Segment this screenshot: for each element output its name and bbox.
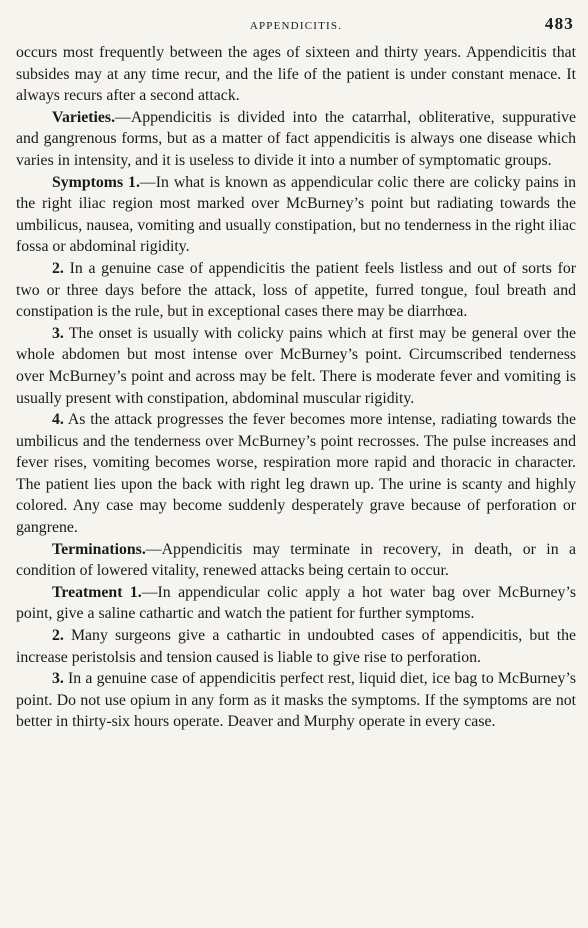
running-title: APPENDICITIS. bbox=[249, 20, 343, 32]
paragraph-text: Many surgeons give a cathartic in undoubted cases of appendicitis, but the increase peristolsis and tension caused is liable to give rise to perforation. bbox=[16, 627, 576, 666]
page-body bbox=[16, 42, 576, 733]
running-head bbox=[16, 12, 576, 42]
paragraph-text: In a genuine case of appendicitis the patient feels listless and out of sorts for two or three days before the attack, loss of appetite, furred tongue, foul breath and constipation is the rule, but in exceptional cases there may be diarrhœa. bbox=[16, 259, 576, 321]
paragraph-number: 4. bbox=[52, 411, 64, 429]
paragraph-number: 2. bbox=[52, 259, 64, 277]
paragraph-text: —Appendicitis may terminate in recovery, in death, or in a condition of lowered vitality, renewed attacks being certain to occur. bbox=[16, 540, 576, 580]
paragraph-treatment-3 bbox=[16, 668, 576, 733]
paragraph-heading: Varieties. bbox=[52, 108, 116, 126]
paragraph-symptoms-1 bbox=[16, 172, 576, 258]
paragraph-text: As the attack progresses the fever becomes more intense, radiating towards the umbilicus and the tenderness over McBurney’s point recrosses. The pulse increases and fever rises, vomiting becomes worse, respiration more rapid and thoracic in character. The patient lies upon the back with right leg drawn up. The urine is scanty and highly colored. Any case may become suddenly desperately grave because of perforation or gangrene. bbox=[16, 411, 576, 537]
paragraph-varieties bbox=[16, 107, 576, 172]
paragraph-text: —In what is known as appendicular colic there are colicky pains in the right iliac region most marked over McBurney’s point but radiating towards the umbilicus, nausea, vomiting and usually constipation, but no tenderness in the right iliac fossa or abdominal rigidity. bbox=[16, 173, 577, 256]
paragraph-treatment-1 bbox=[16, 582, 576, 625]
paragraph-text: occurs most frequently between the ages of sixteen and thirty years. Appendicitis that subsides may at any time recur, and the life of the patient is under constant menace. It always recurs after a second attack. bbox=[16, 44, 576, 105]
paragraph-symptoms-4 bbox=[16, 409, 576, 539]
paragraph-number: 3. bbox=[52, 324, 64, 342]
paragraph-text: —Appendicitis is divided into the catarrhal, obliterative, suppurative and gangrenous forms, but as a matter of fact appendicitis is always one disease which varies in intensity, and it is useless to divide it into a number of symptomatic groups. bbox=[16, 108, 576, 169]
paragraph-text: —In appendicular colic apply a hot water bag over McBurney’s point, give a saline cathartic and watch the patient for further symptoms. bbox=[16, 583, 576, 623]
page-number: 483 bbox=[544, 14, 574, 33]
paragraph-heading: Symptoms 1. bbox=[52, 173, 140, 191]
paragraph-number: 2. bbox=[52, 627, 64, 645]
paragraph-continuation bbox=[16, 42, 576, 107]
paragraph-symptoms-3 bbox=[16, 323, 576, 409]
paragraph-text: The onset is usually with colicky pains which at first may be general over the whole abdomen but most intense over McBurney’s point. Circumscribed tenderness over McBurney’s point and across may be felt. There is moderate fever and vomiting is usually present with constipation, abdominal muscular rigidity. bbox=[16, 324, 576, 407]
paragraph-text: In a genuine case of appendicitis perfect rest, liquid diet, ice bag to McBurney’s point. Do not use opium in any form as it masks the symptoms. If the symptoms are not better in thirty-six hours operate. Deaver and Murphy operate in every case. bbox=[16, 670, 576, 731]
paragraph-heading: Terminations. bbox=[52, 540, 146, 558]
paragraph-number: 3. bbox=[52, 670, 64, 688]
paragraph-treatment-2 bbox=[16, 625, 576, 668]
paragraph-terminations bbox=[16, 539, 576, 582]
paragraph-heading: Treatment 1. bbox=[52, 583, 142, 601]
paragraph-symptoms-2 bbox=[16, 258, 576, 323]
